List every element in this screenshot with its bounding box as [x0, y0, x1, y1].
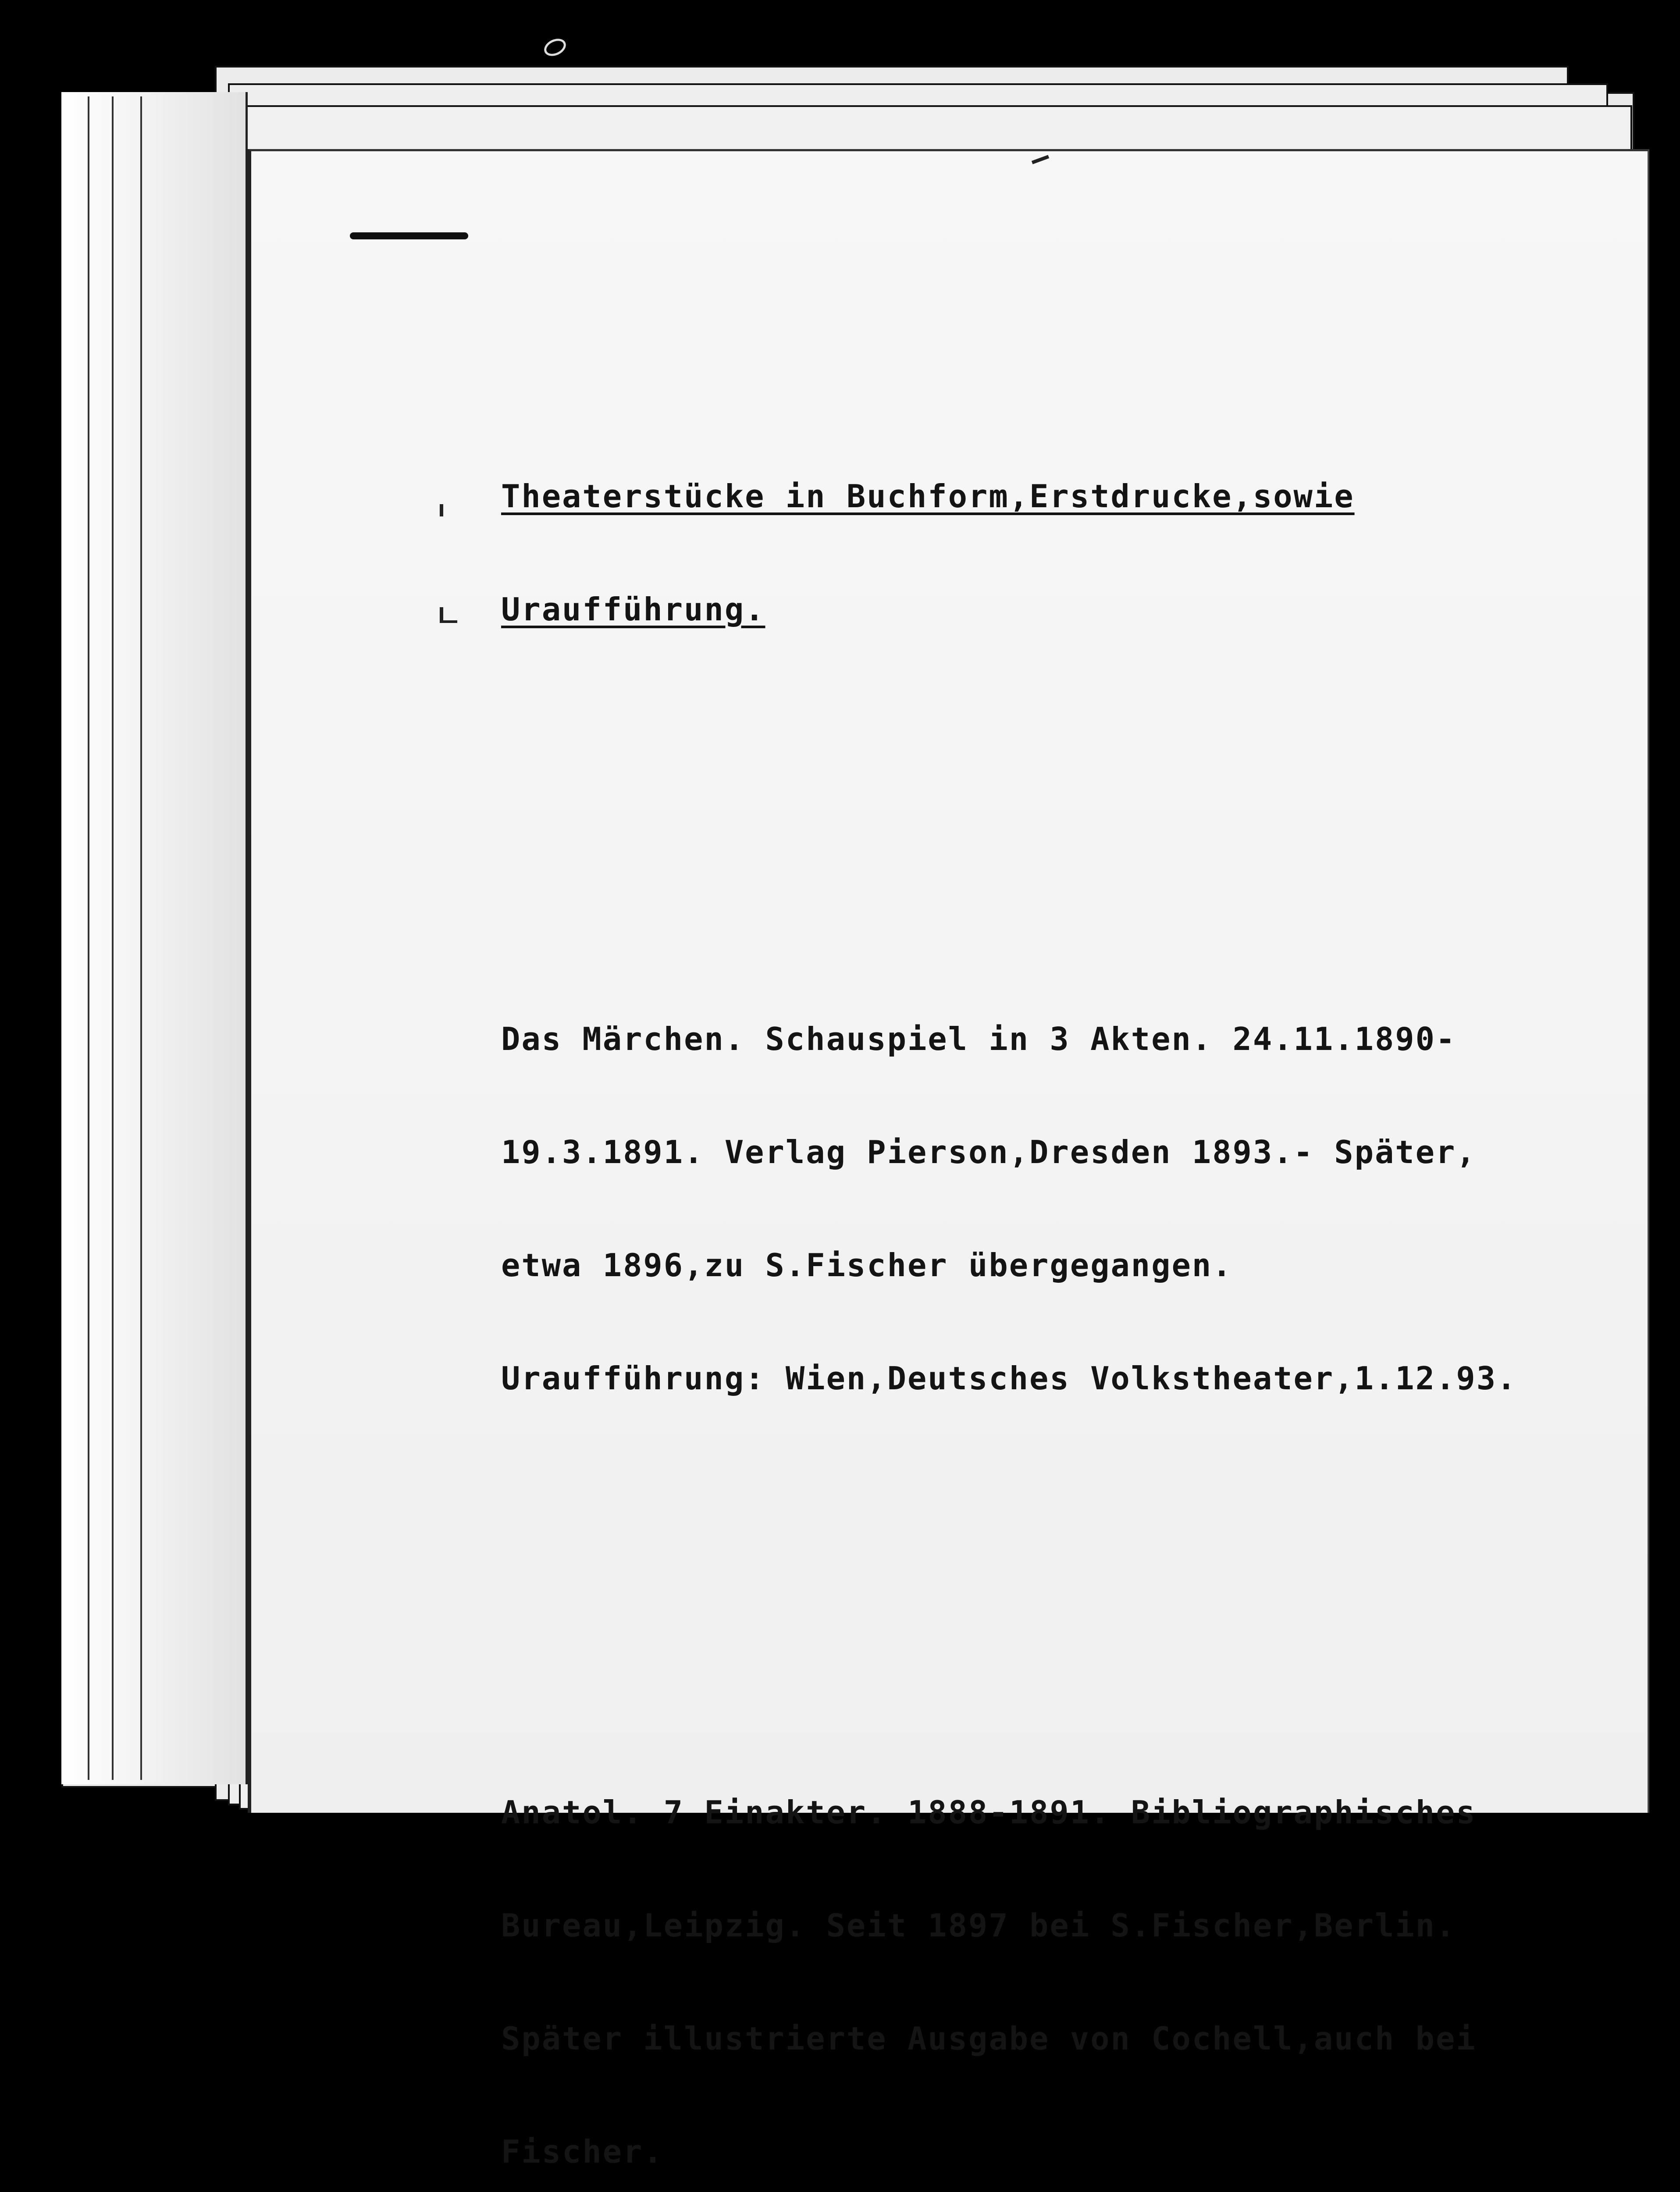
- text-line: Das Märchen. Schauspiel in 3 Akten. 24.11.1890-: [501, 1021, 1456, 1057]
- text-line: Uraufführung: Wien,Deutsches Volkstheater,1.12.93.: [501, 1360, 1517, 1397]
- text-line: 19.3.1891. Verlag Pierson,Dresden 1893.- Später,: [501, 1134, 1477, 1171]
- paper-edge-line: [88, 96, 89, 1780]
- text-line: Anatol. 7 Einakter. 1888-1891. Bibliographisches: [501, 1794, 1477, 1831]
- section-das-maerchen: [501, 945, 1517, 1473]
- typed-text-block: [501, 327, 1517, 2192]
- ink-tick-mark: [440, 620, 457, 623]
- heading: [501, 402, 1517, 704]
- ink-tick-mark: [1032, 155, 1049, 164]
- heading-line: Theaterstücke in Buchform,Erstdrucke,sowie: [501, 478, 1355, 515]
- text-line: Später illustrierte Ausgabe von Cochell,auch bei: [501, 2020, 1477, 2057]
- typed-page: [248, 149, 1649, 2170]
- heading-line: Uraufführung.: [501, 591, 765, 628]
- ink-dash-mark: [350, 232, 468, 239]
- ink-tick-mark: [440, 607, 443, 620]
- paper-edge-line: [112, 96, 114, 1780]
- text-line: Bureau,Leipzig. Seit 1897 bei S.Fischer,Berlin.: [501, 1907, 1456, 1944]
- text-line: etwa 1896,zu S.Fischer übergegangen.: [501, 1247, 1233, 1284]
- paper-edge-line: [140, 96, 142, 1780]
- ink-tick-mark: [440, 504, 443, 516]
- paper-hole: [541, 36, 569, 60]
- text-line: Fischer.: [501, 2133, 664, 2170]
- section-anatol: [501, 1718, 1517, 2192]
